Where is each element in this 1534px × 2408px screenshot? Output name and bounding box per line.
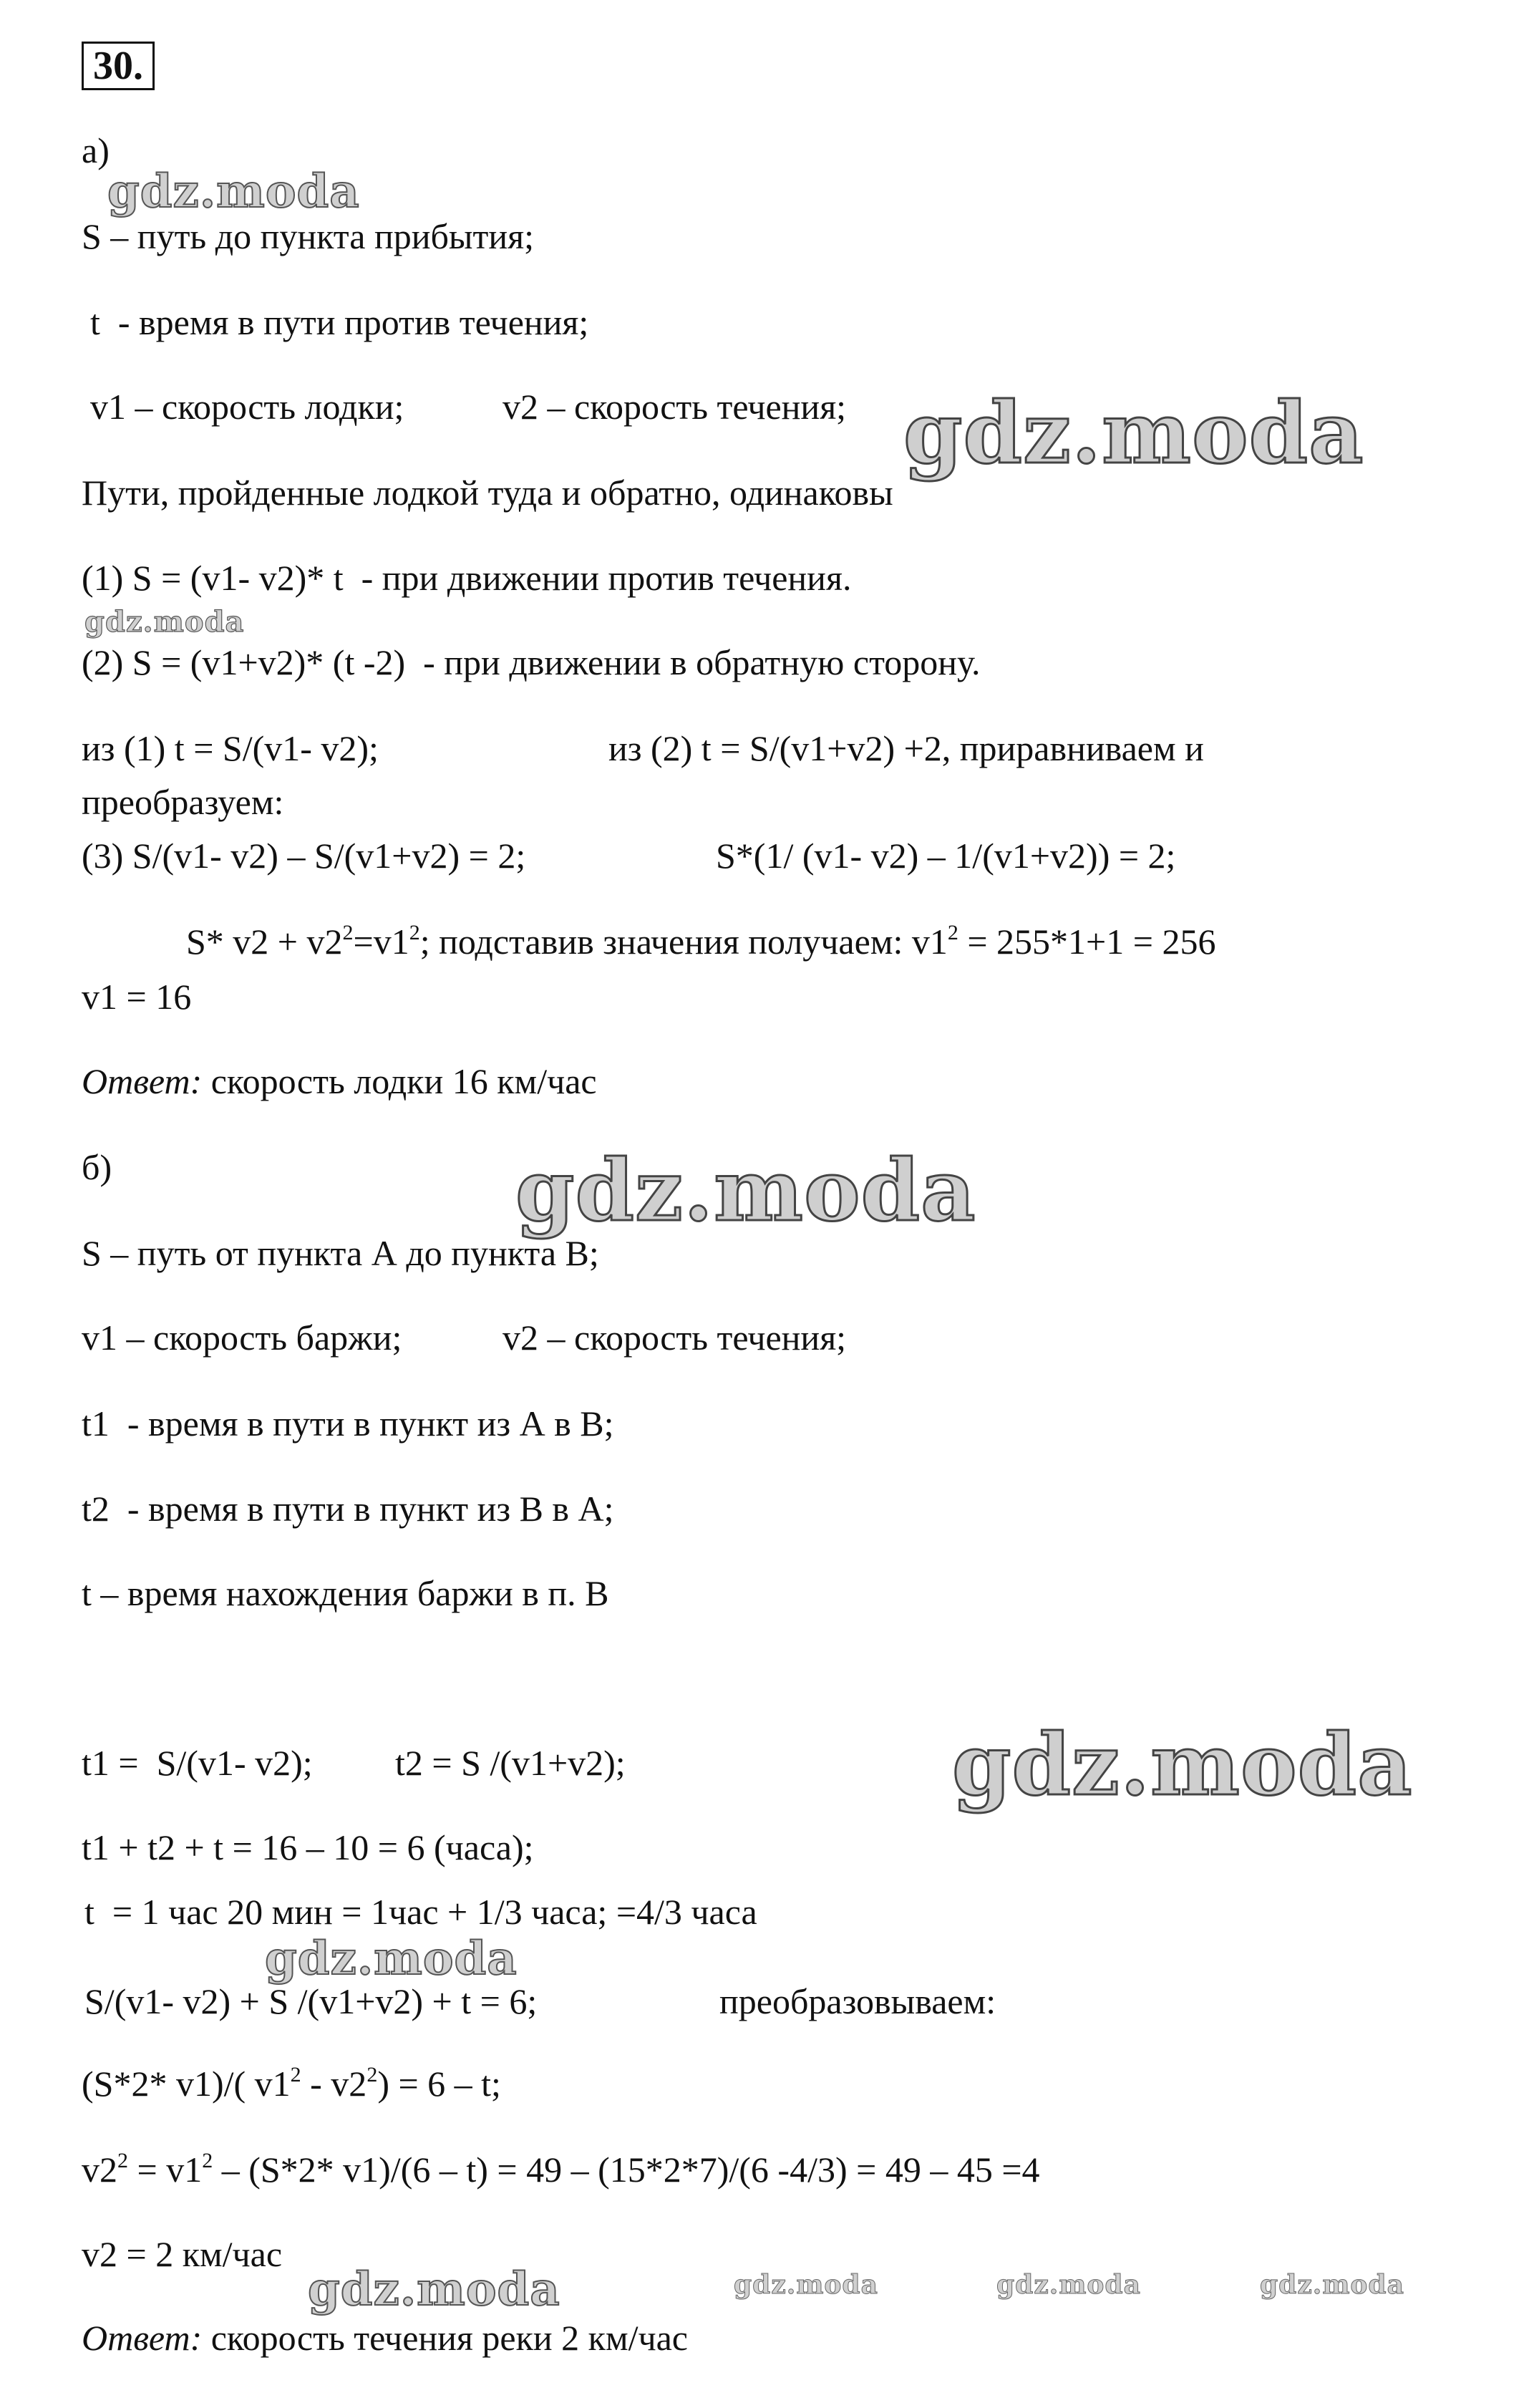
part-a-eq4 (186, 920, 1215, 963)
part-b-answer-text: скорость течения реки 2 км/час (202, 2318, 689, 2358)
part-b-def-t2: t2 - время в пути в пункт из В в А; (82, 1489, 614, 1529)
part-a-eq4-sup3: 2 (947, 921, 958, 944)
part-a-eq3b: S*(1/ (v1- v2) – 1/(v1+v2)) = 2; (716, 836, 1176, 876)
part-b-def-s: S – путь от пункта А до пункта В; (82, 1233, 599, 1273)
part-b-def-t1: t1 - время в пути в пункт из А в В; (82, 1403, 614, 1444)
part-b-v2sq-b: = v1 (128, 2150, 203, 2190)
part-a-def-v1: v1 – скорость лодки; (90, 387, 404, 427)
part-a-answer (82, 1060, 597, 1103)
part-b-t2-eq: t2 = S /(v1+v2); (395, 1743, 626, 1783)
watermark: gdz.moda (1260, 2270, 1404, 2300)
part-b-answer-label: Ответ: (82, 2318, 203, 2358)
part-a-eq4-text: ; подставив значения получаем: v1 (419, 922, 948, 962)
part-a-from2: из (2) t = S/(v1+v2) +2, приравниваем и (608, 728, 1204, 768)
part-a-def-s: S – путь до пункта прибытия; (82, 216, 535, 256)
watermark: gdz.moda (515, 1141, 976, 1240)
part-b-answer (82, 2316, 688, 2359)
part-a-eq4-sup2: 2 (409, 921, 420, 944)
part-b-v2sq-sup1: 2 (117, 2149, 128, 2172)
part-a-def-v2: v2 – скорость течения; (503, 387, 847, 427)
watermark: gdz.moda (308, 2263, 560, 2316)
part-a-eq3a: (3) S/(v1- v2) – S/(v1+v2) = 2; (82, 836, 526, 876)
part-a-label: а) (82, 130, 110, 170)
part-a-answer-text: скорость лодки 16 км/час (202, 1061, 597, 1101)
part-b-def-v1: v1 – скорость баржи; (82, 1317, 402, 1358)
part-b-eq-frac (82, 2062, 501, 2105)
watermark: gdz.moda (996, 2270, 1141, 2300)
watermark: gdz.moda (734, 2270, 878, 2300)
part-b-eq-main: S/(v1- v2) + S /(v1+v2) + t = 6; (84, 1981, 538, 2021)
part-a-def-t: t - время в пути против течения; (90, 302, 589, 342)
part-b-v2sq (82, 2148, 1040, 2191)
part-a-from1: из (1) t = S/(v1- v2); (82, 728, 379, 768)
part-b-sum-eq: t1 + t2 + t = 16 – 10 = 6 (часа); (82, 1827, 534, 1867)
problem-number: 30. (82, 42, 155, 90)
part-b-def-v2: v2 – скорость течения; (503, 1317, 847, 1358)
part-a-eq4-end: = 255*1+1 = 256 (958, 922, 1216, 962)
part-b-v2-result: v2 = 2 км/час (82, 2234, 283, 2274)
part-b-t1-eq: t1 = S/(v1- v2); (82, 1743, 313, 1783)
part-a-paths-equal: Пути, пройденные лодкой туда и обратно, одинаковы (82, 473, 893, 513)
part-b-eq-frac-c: ) = 6 – t; (377, 2064, 501, 2104)
part-a-eq4-pre: S* v2 + v2 (186, 922, 343, 962)
watermark: gdz.moda (903, 383, 1364, 483)
part-b-v2sq-a: v2 (82, 2150, 117, 2190)
part-b-eq-frac-sup2: 2 (366, 2063, 378, 2087)
part-b-eq-frac-sup1: 2 (290, 2063, 301, 2087)
watermark: gdz.moda (107, 165, 360, 218)
part-b-def-t: t – время нахождения баржи в п. В (82, 1573, 609, 1613)
part-a-transform: преобразуем: (82, 782, 284, 822)
watermark: gdz.moda (84, 605, 245, 639)
watermark: gdz.moda (265, 1932, 518, 1986)
part-b-v2sq-c: – (S*2* v1)/(6 – t) = 49 – (15*2*7)/(6 -4/3) = 49 – 45 =4 (213, 2150, 1040, 2190)
part-a-eq4-mid: =v1 (353, 922, 409, 962)
part-a-v1-result: v1 = 16 (82, 977, 192, 1017)
part-a-answer-label: Ответ: (82, 1061, 203, 1101)
part-b-t-eq: t = 1 час 20 мин = 1час + 1/3 часа; =4/3 часа (84, 1892, 757, 1932)
part-a-eq2: (2) S = (v1+v2)* (t -2) - при движении в обратную сторону. (82, 642, 981, 682)
part-b-eq-frac-a: (S*2* v1)/( v1 (82, 2064, 291, 2104)
part-a-eq4-sup1: 2 (342, 921, 354, 944)
part-b-transform: преобразовываем: (719, 1981, 996, 2021)
watermark: gdz.moda (952, 1715, 1413, 1814)
part-b-label: б) (82, 1147, 112, 1187)
part-a-eq1: (1) S = (v1- v2)* t - при движении против течения. (82, 558, 852, 598)
part-b-v2sq-sup2: 2 (202, 2149, 213, 2172)
part-b-eq-frac-b: - v2 (301, 2064, 367, 2104)
